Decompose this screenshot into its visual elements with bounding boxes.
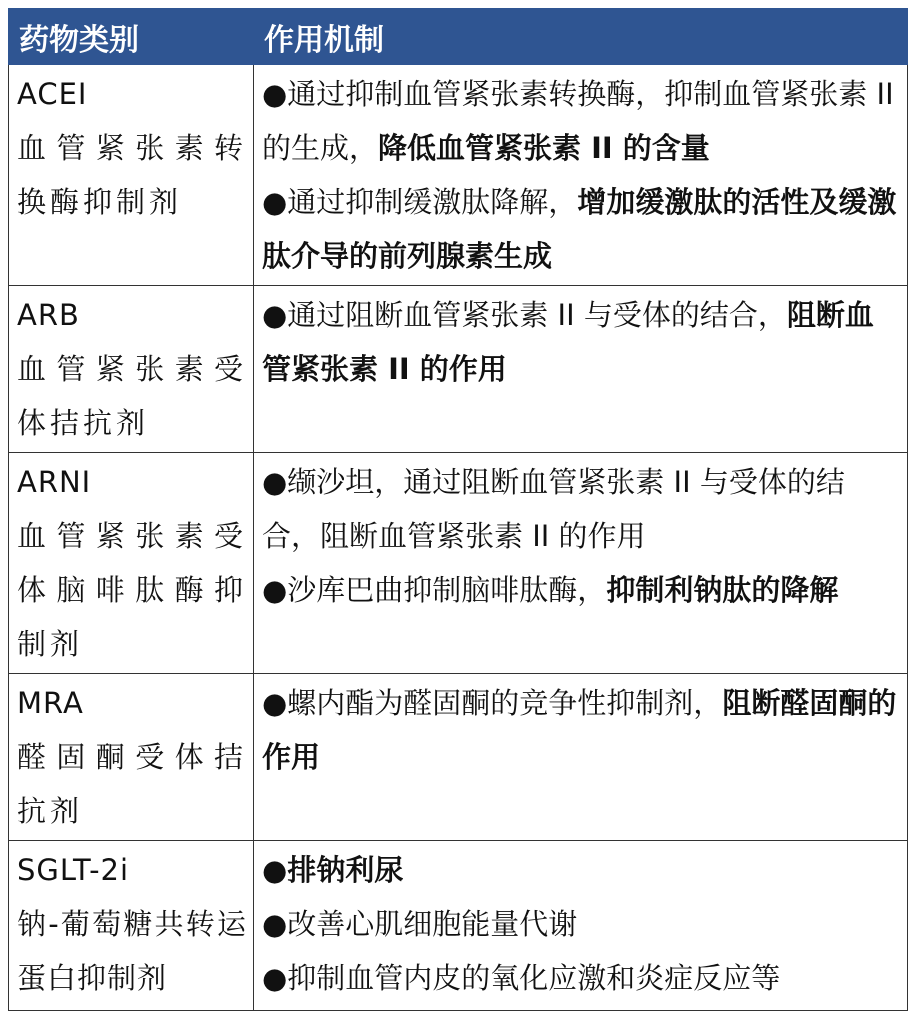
category-cell	[9, 453, 254, 674]
header-mechanism: 作用机制	[254, 9, 908, 65]
mechanism-cell	[254, 286, 908, 453]
drug-code: ARB	[17, 298, 80, 332]
mechanism-item: ●缬沙坦，通过阻断血管紧张素 II 与受体的结合，阻断血管紧张素 II 的作用	[262, 465, 845, 553]
mechanism-cell	[254, 674, 908, 841]
mechanism-item: ●排钠利尿	[262, 853, 404, 887]
mechanism-item: ●通过阻断血管紧张素 II 与受体的结合，阻断血管紧张素 II 的作用	[262, 298, 874, 386]
drug-mechanism-table	[8, 8, 908, 1011]
table-row	[9, 841, 908, 1011]
drug-code: ACEI	[17, 77, 88, 111]
header-category: 药物类别	[9, 9, 254, 65]
mechanism-item: ●螺内酯为醛固酮的竞争性抑制剂，阻断醛固酮的作用	[262, 686, 897, 774]
table-row	[9, 453, 908, 674]
mechanism-item: ●抑制血管内皮的氧化应激和炎症反应等	[262, 961, 781, 995]
drug-name: 血管紧张素受体拮抗剂	[17, 352, 247, 440]
mechanism-item: ●沙库巴曲抑制脑啡肽酶，抑制利钠肽的降解	[262, 573, 839, 607]
drug-name: 钠-葡萄糖共转运蛋白抑制剂	[17, 907, 247, 995]
table-row	[9, 286, 908, 453]
drug-code: SGLT-2i	[17, 853, 130, 887]
table-row	[9, 65, 908, 286]
mechanism-item: ●通过抑制血管紧张素转换酶，抑制血管紧张素 II 的生成，降低血管紧张素 II 的含量	[262, 77, 894, 165]
mechanism-cell	[254, 65, 908, 286]
drug-code: MRA	[17, 686, 84, 720]
category-cell	[9, 286, 254, 453]
table-row	[9, 674, 908, 841]
drug-code: ARNI	[17, 465, 92, 499]
category-cell	[9, 674, 254, 841]
category-cell	[9, 841, 254, 1011]
mechanism-cell	[254, 841, 908, 1011]
drug-name: 血管紧张素受体脑啡肽酶抑制剂	[17, 519, 247, 661]
category-cell	[9, 65, 254, 286]
mechanism-cell	[254, 453, 908, 674]
mechanism-item: ●通过抑制缓激肽降解，增加缓激肽的活性及缓激肽介导的前列腺素生成	[262, 185, 897, 273]
drug-name: 血管紧张素转换酶抑制剂	[17, 131, 247, 219]
mechanism-item: ●改善心肌细胞能量代谢	[262, 907, 578, 941]
drug-name: 醛固酮受体拮抗剂	[17, 740, 247, 828]
header-row	[9, 9, 908, 65]
